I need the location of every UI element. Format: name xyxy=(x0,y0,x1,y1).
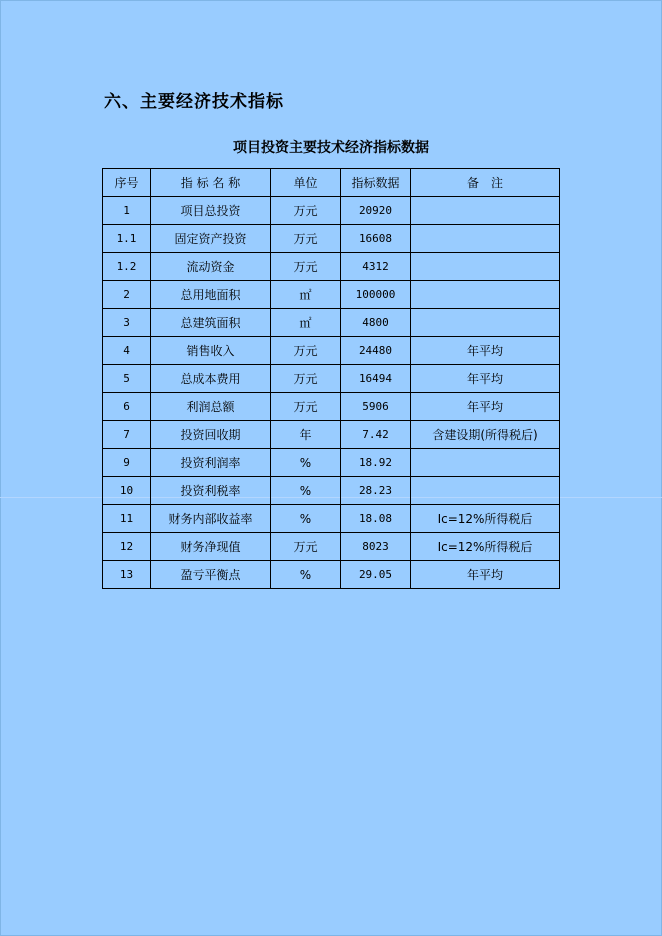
cell-note: Ic=12%所得税后 xyxy=(411,505,560,533)
header-unit: 单位 xyxy=(271,169,341,197)
header-note: 备 注 xyxy=(411,169,560,197)
cell-no: 1.1 xyxy=(103,225,151,253)
cell-note: 含建设期(所得税后) xyxy=(411,421,560,449)
table-row xyxy=(103,421,560,449)
cell-name: 财务内部收益率 xyxy=(151,505,271,533)
cell-note xyxy=(411,225,560,253)
header-value: 指标数据 xyxy=(341,169,411,197)
cell-unit: % xyxy=(271,477,341,505)
cell-no: 12 xyxy=(103,533,151,561)
table-row xyxy=(103,197,560,225)
cell-no: 7 xyxy=(103,421,151,449)
cell-unit: 万元 xyxy=(271,393,341,421)
table-row xyxy=(103,225,560,253)
cell-value: 29.05 xyxy=(341,561,411,589)
cell-name: 销售收入 xyxy=(151,337,271,365)
cell-name: 流动资金 xyxy=(151,253,271,281)
cell-note xyxy=(411,281,560,309)
cell-unit: 万元 xyxy=(271,253,341,281)
cell-no: 4 xyxy=(103,337,151,365)
cell-note xyxy=(411,309,560,337)
cell-value: 18.92 xyxy=(341,449,411,477)
cell-unit: 年 xyxy=(271,421,341,449)
cell-note xyxy=(411,197,560,225)
cell-note: 年平均 xyxy=(411,365,560,393)
cell-value: 4312 xyxy=(341,253,411,281)
cell-no: 2 xyxy=(103,281,151,309)
table-row xyxy=(103,449,560,477)
cell-value: 20920 xyxy=(341,197,411,225)
cell-note xyxy=(411,253,560,281)
header-name: 指 标 名 称 xyxy=(151,169,271,197)
cell-name: 总建筑面积 xyxy=(151,309,271,337)
cell-unit: 万元 xyxy=(271,197,341,225)
table-row xyxy=(103,505,560,533)
cell-note: 年平均 xyxy=(411,393,560,421)
table-header-row xyxy=(103,169,560,197)
cell-name: 盈亏平衡点 xyxy=(151,561,271,589)
cell-name: 投资利润率 xyxy=(151,449,271,477)
cell-unit: % xyxy=(271,505,341,533)
table-row xyxy=(103,477,560,505)
cell-name: 财务净现值 xyxy=(151,533,271,561)
cell-unit: ㎡ xyxy=(271,309,341,337)
cell-note: 年平均 xyxy=(411,561,560,589)
cell-no: 1 xyxy=(103,197,151,225)
table-row xyxy=(103,253,560,281)
cell-value: 18.08 xyxy=(341,505,411,533)
cell-value: 100000 xyxy=(341,281,411,309)
cell-value: 16494 xyxy=(341,365,411,393)
cell-no: 3 xyxy=(103,309,151,337)
table-row xyxy=(103,533,560,561)
cell-unit: 万元 xyxy=(271,365,341,393)
cell-note xyxy=(411,477,560,505)
cell-name: 总成本费用 xyxy=(151,365,271,393)
cell-no: 1.2 xyxy=(103,253,151,281)
cell-unit: % xyxy=(271,449,341,477)
cell-name: 固定资产投资 xyxy=(151,225,271,253)
cell-no: 6 xyxy=(103,393,151,421)
cell-no: 13 xyxy=(103,561,151,589)
table-row xyxy=(103,365,560,393)
cell-value: 8023 xyxy=(341,533,411,561)
table-row xyxy=(103,393,560,421)
cell-unit: % xyxy=(271,561,341,589)
cell-value: 24480 xyxy=(341,337,411,365)
table-row xyxy=(103,309,560,337)
cell-value: 7.42 xyxy=(341,421,411,449)
cell-value: 28.23 xyxy=(341,477,411,505)
cell-no: 10 xyxy=(103,477,151,505)
cell-unit: 万元 xyxy=(271,337,341,365)
cell-note: 年平均 xyxy=(411,337,560,365)
cell-no: 9 xyxy=(103,449,151,477)
cell-value: 16608 xyxy=(341,225,411,253)
cell-value: 5906 xyxy=(341,393,411,421)
cell-name: 投资利税率 xyxy=(151,477,271,505)
section-title: 六、主要经济技术指标 xyxy=(104,92,284,112)
cell-name: 总用地面积 xyxy=(151,281,271,309)
cell-name: 投资回收期 xyxy=(151,421,271,449)
cell-name: 利润总额 xyxy=(151,393,271,421)
cell-value: 4800 xyxy=(341,309,411,337)
table-row xyxy=(103,281,560,309)
table-row xyxy=(103,337,560,365)
indicators-table xyxy=(102,168,560,589)
table-caption: 项目投资主要技术经济指标数据 xyxy=(233,140,429,156)
cell-name: 项目总投资 xyxy=(151,197,271,225)
cell-no: 5 xyxy=(103,365,151,393)
cell-unit: 万元 xyxy=(271,225,341,253)
cell-note: Ic=12%所得税后 xyxy=(411,533,560,561)
header-no: 序号 xyxy=(103,169,151,197)
cell-note xyxy=(411,449,560,477)
cell-unit: ㎡ xyxy=(271,281,341,309)
cell-unit: 万元 xyxy=(271,533,341,561)
cell-no: 11 xyxy=(103,505,151,533)
table-row xyxy=(103,561,560,589)
